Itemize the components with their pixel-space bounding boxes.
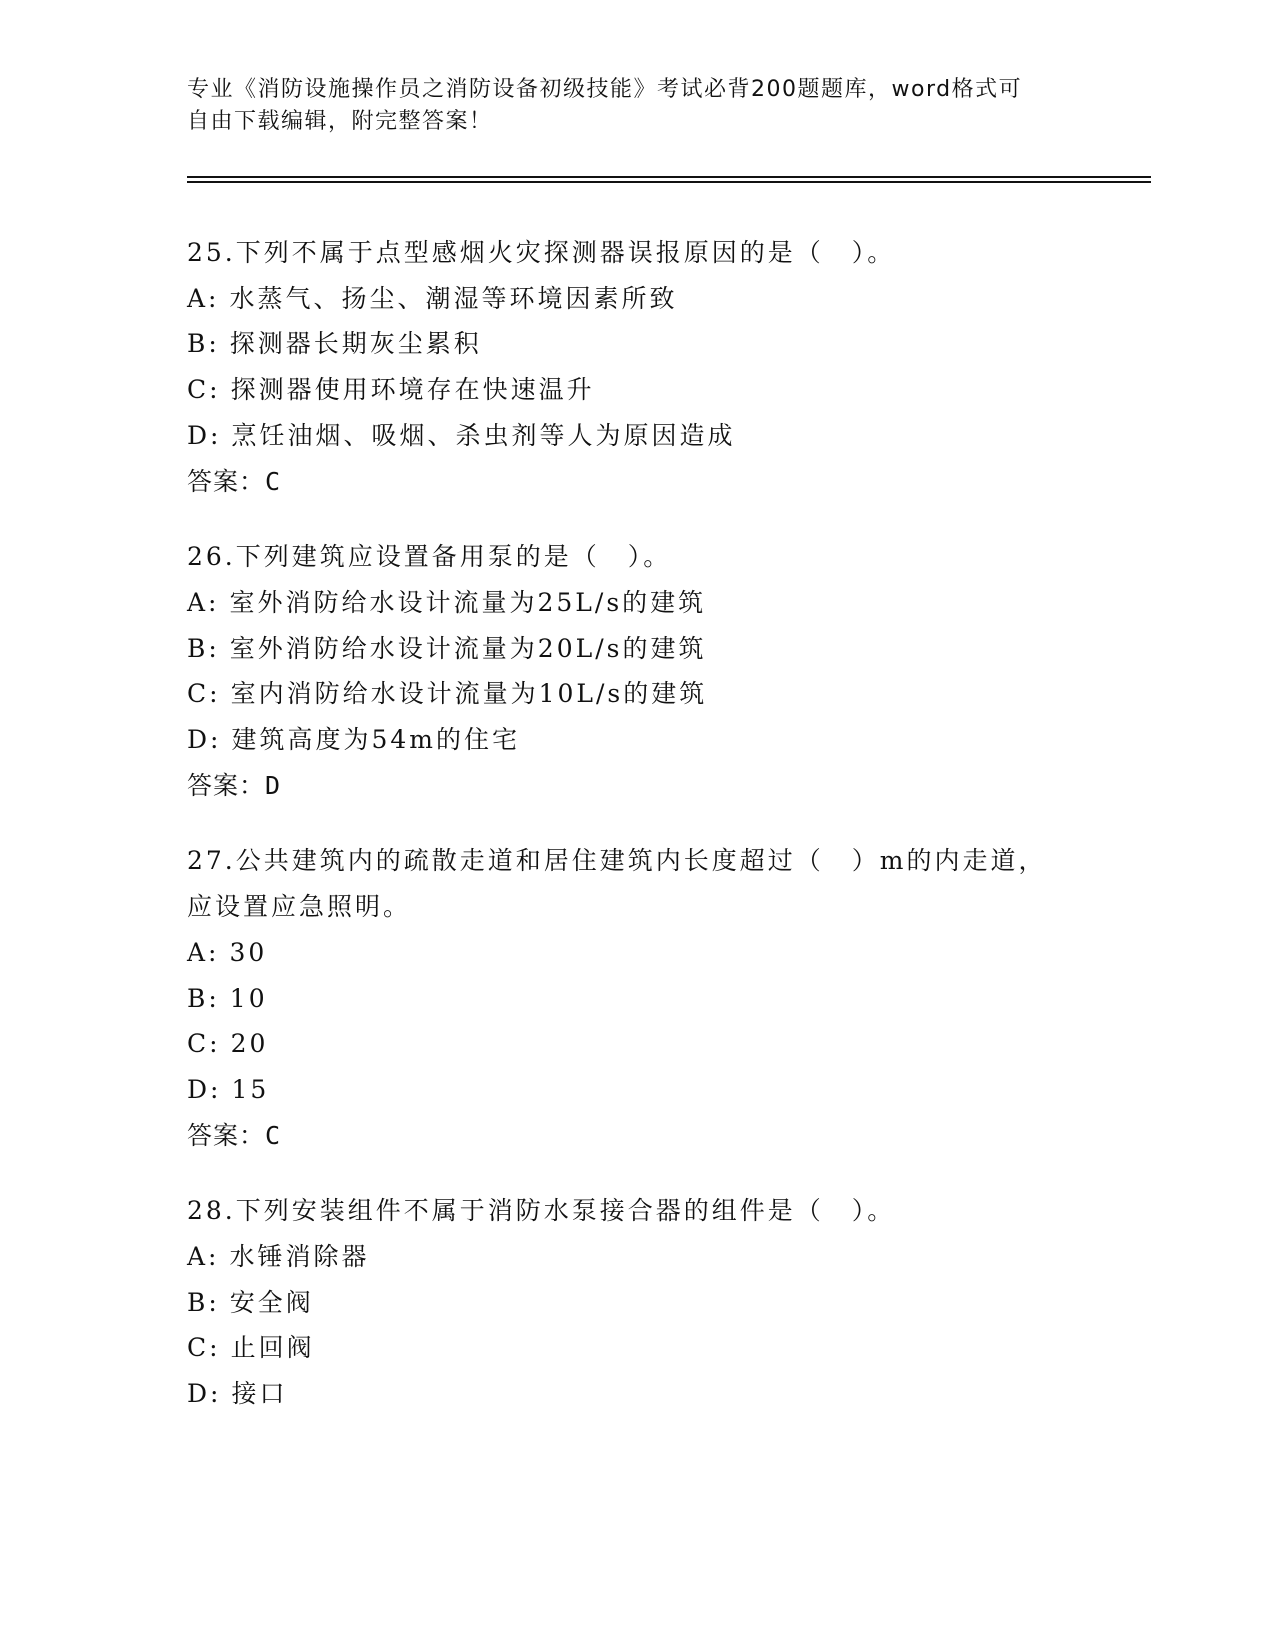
option-text: 接口 [231, 1379, 288, 1409]
option-label: D: [187, 1379, 222, 1409]
answer-option [187, 717, 1087, 763]
option-text: 水锤消除器 [229, 1242, 370, 1272]
question-stem: 25.下列不属于点型感烟火灾探测器误报原因的是（ ）。 [187, 238, 896, 267]
option-text: 水蒸气、扬尘、潮湿等环境因素所致 [229, 283, 678, 313]
option-label: C: [187, 375, 221, 405]
answer-option [187, 1325, 1087, 1371]
header-divider-top [187, 176, 1151, 178]
answer-label: 答案： [187, 466, 266, 496]
question-stem: 27.公共建筑内的疏散走道和居住建筑内长度超过（ ）m的内走道， [187, 846, 1047, 876]
option-label: C: [187, 1333, 221, 1363]
answer-option [187, 1234, 1087, 1280]
question-item [187, 534, 1087, 808]
option-label: B: [187, 1287, 220, 1317]
answer-option [187, 976, 1087, 1022]
option-text: 探测器使用环境存在快速温升 [230, 375, 595, 405]
answer-label: 答案： [187, 1120, 266, 1150]
answer-option [187, 671, 1087, 717]
option-text: 15 [231, 1074, 270, 1104]
answer-value: C [265, 1120, 282, 1150]
option-label: D: [187, 420, 222, 450]
question-stem: 28.下列安装组件不属于消防水泵接合器的组件是（ ）。 [187, 1196, 896, 1226]
header-divider-bottom [187, 181, 1151, 183]
answer-key [187, 1113, 1087, 1159]
answer-option [187, 580, 1087, 626]
option-text: 室内消防给水设计流量为10L/s的建筑 [230, 679, 708, 709]
option-text: 10 [229, 983, 268, 1013]
answer-key [187, 459, 1087, 505]
question-item [187, 838, 1087, 1158]
answer-option [187, 1371, 1087, 1417]
answer-option [187, 367, 1087, 413]
option-label: A: [187, 587, 220, 617]
header-line-1: 专业《消防设施操作员之消防设备初级技能》考试必背200题题库，word格式可 [187, 77, 1023, 102]
option-label: B: [187, 633, 220, 663]
option-text: 烹饪油烟、吸烟、杀虫剂等人为原因造成 [231, 420, 736, 450]
option-label: B: [187, 983, 220, 1013]
option-text: 室外消防给水设计流量为20L/s的建筑 [229, 633, 707, 663]
answer-option [187, 626, 1087, 672]
option-text: 室外消防给水设计流量为25L/s的建筑 [229, 587, 707, 617]
answer-option [187, 1021, 1087, 1067]
answer-option [187, 321, 1087, 367]
answer-option [187, 413, 1087, 459]
option-label: B: [187, 329, 220, 359]
option-text: 探测器长期灰尘累积 [229, 329, 482, 359]
option-text: 30 [229, 937, 268, 967]
option-text: 建筑高度为54m的住宅 [231, 725, 520, 755]
answer-option [187, 930, 1087, 976]
document-header [187, 74, 1067, 138]
header-line-2: 自由下载编辑，附完整答案！ [187, 109, 493, 134]
answer-option [187, 1280, 1087, 1326]
question-stem-continued: 应设置应急照明。 [187, 892, 412, 922]
option-label: D: [187, 1074, 222, 1104]
answer-option [187, 1067, 1087, 1113]
question-list [187, 230, 1087, 1447]
answer-value: D [265, 770, 282, 800]
answer-label: 答案： [187, 770, 266, 800]
option-label: A: [187, 283, 220, 313]
option-label: A: [187, 937, 220, 967]
option-text: 止回阀 [230, 1333, 315, 1363]
answer-value: C [265, 466, 282, 496]
option-text: 安全阀 [229, 1287, 314, 1317]
question-item [187, 230, 1087, 504]
option-text: 20 [230, 1029, 269, 1059]
question-stem: 26.下列建筑应设置备用泵的是（ ）。 [187, 542, 672, 572]
answer-key [187, 763, 1087, 809]
answer-option [187, 276, 1087, 322]
option-label: D: [187, 725, 222, 755]
question-item [187, 1188, 1087, 1417]
option-label: A: [187, 1242, 220, 1272]
option-label: C: [187, 1029, 221, 1059]
option-label: C: [187, 679, 221, 709]
